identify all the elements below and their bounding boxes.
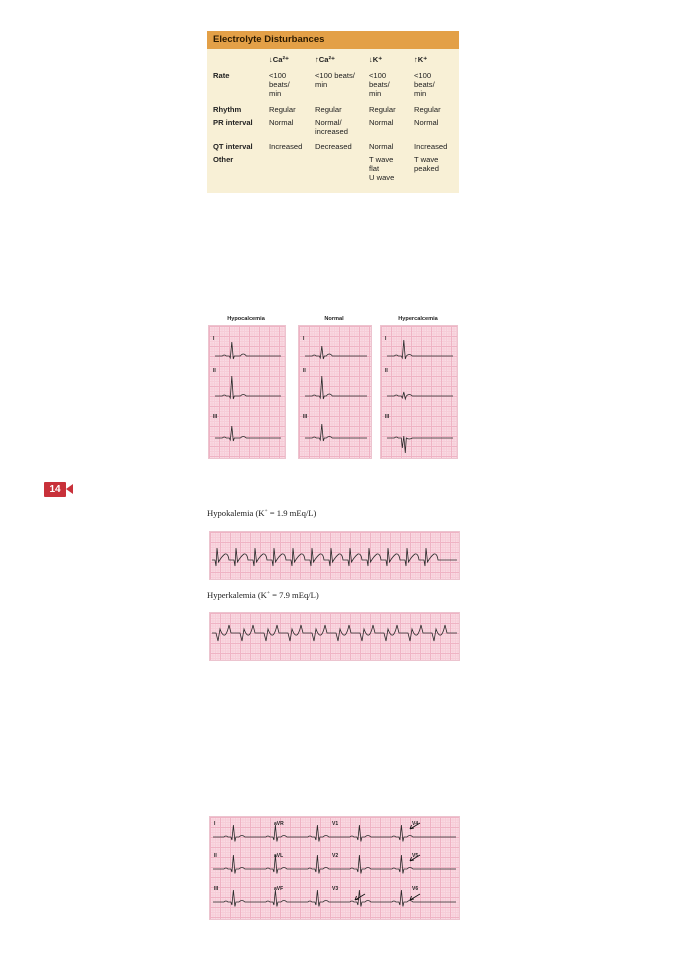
- ecg-trace-svg: [209, 326, 285, 458]
- ecg-trace: [212, 548, 457, 566]
- lead-label: aVR: [274, 821, 284, 827]
- lead-label: I: [213, 336, 215, 342]
- ecg-trace-svg: [210, 532, 459, 579]
- table-cell: Normal: [369, 142, 394, 151]
- lead-label: II: [385, 368, 388, 374]
- lead-label: V1: [332, 821, 339, 827]
- table-cell: <100 beats/ min: [414, 71, 435, 98]
- ecg-12-lead: [209, 816, 460, 920]
- ecg-panel-hypocalcemia: [208, 325, 286, 459]
- lead-label: II: [213, 368, 216, 374]
- ecg-trace: [215, 426, 281, 441]
- table-cell: Regular: [414, 105, 441, 114]
- video-camera-icon: [66, 484, 73, 494]
- lead-label: V4: [412, 821, 419, 827]
- table-cell: Regular: [369, 105, 396, 114]
- panel-title-normal: Normal: [324, 316, 344, 322]
- ecg-trace: [215, 342, 281, 359]
- table-cell: Regular: [269, 105, 296, 114]
- table-cell: Normal/ increased: [315, 118, 348, 136]
- arrow-icon: [410, 894, 420, 900]
- ecg-trace: [213, 890, 456, 907]
- table-cell: Decreased: [315, 142, 352, 151]
- caption-hypokalemia: Hypokalemia (K+ = 1.9 mEq/L): [207, 508, 317, 518]
- ecg-trace: [305, 376, 367, 399]
- ecg-trace: [387, 436, 453, 453]
- panel-title-hypocalcemia: Hypocalcemia: [227, 316, 265, 322]
- ecg-trace-svg: [299, 326, 371, 458]
- lead-label: III: [214, 886, 219, 892]
- lead-label: I: [303, 336, 305, 342]
- table-cell: <100 beats/ min: [369, 71, 390, 98]
- ecg-trace-svg: [381, 326, 457, 458]
- ecg-strip-hypokalemia: [209, 531, 460, 580]
- col-header-low-k: ↓K⁺: [369, 55, 383, 64]
- row-label-qt-interval: QT interval: [213, 142, 253, 151]
- col-header-high-k: ↑K⁺: [414, 55, 428, 64]
- row-label-rate: Rate: [213, 71, 230, 80]
- ecg-trace: [213, 825, 456, 842]
- lead-label: V5: [412, 853, 419, 859]
- ecg-trace: [387, 340, 453, 359]
- lead-label: II: [303, 368, 306, 374]
- table-title: Electrolyte Disturbances: [207, 31, 459, 49]
- lead-label: V3: [332, 886, 339, 892]
- lead-label: aVF: [274, 886, 284, 892]
- ecg-trace: [387, 392, 453, 399]
- row-label-rhythm: Rhythm: [213, 105, 242, 114]
- lead-label: III: [303, 414, 308, 420]
- ecg-strip-hyperkalemia: [209, 612, 460, 661]
- lead-label: III: [213, 414, 218, 420]
- table-cell: Increased: [269, 142, 303, 151]
- table-cell: T wave flat U wave: [369, 155, 395, 182]
- col-header-low-ca: ↓Ca²⁺: [269, 55, 290, 64]
- ecg-trace-svg: [210, 613, 459, 660]
- ecg-trace: [305, 346, 367, 359]
- row-label-other: Other: [213, 155, 234, 164]
- ecg-trace: [215, 376, 281, 399]
- table-cell: Normal: [414, 118, 439, 127]
- ecg-panel-hypercalcemia: [380, 325, 458, 459]
- caption-hyperkalemia: Hyperkalemia (K+ = 7.9 mEq/L): [207, 590, 319, 600]
- video-badge[interactable]: 14: [44, 482, 66, 497]
- table-cell: Normal: [369, 118, 394, 127]
- ecg-trace: [305, 424, 367, 441]
- table-cell: Increased: [414, 142, 448, 151]
- col-header-high-ca: ↑Ca²⁺: [315, 55, 336, 64]
- panel-title-hypercalcemia: Hypercalcemia: [398, 316, 438, 322]
- row-label-pr-interval: PR interval: [213, 118, 253, 127]
- electrolyte-table: [207, 31, 459, 193]
- table-cell: <100 beats/ min: [315, 71, 355, 89]
- lead-label: aVL: [274, 853, 284, 859]
- table-cell: T wave peaked: [414, 155, 439, 173]
- ecg-trace: [212, 625, 457, 641]
- lead-label: I: [214, 821, 216, 827]
- table-cell: Regular: [315, 105, 342, 114]
- ecg-panel-normal: [298, 325, 372, 459]
- lead-label: II: [214, 853, 217, 859]
- lead-label: III: [385, 414, 390, 420]
- ecg-trace-svg: [210, 817, 459, 919]
- lead-label: V2: [332, 853, 339, 859]
- table-cell: Normal: [269, 118, 294, 127]
- lead-label: V6: [412, 886, 419, 892]
- lead-label: I: [385, 336, 387, 342]
- table-cell: <100 beats/ min: [269, 71, 290, 98]
